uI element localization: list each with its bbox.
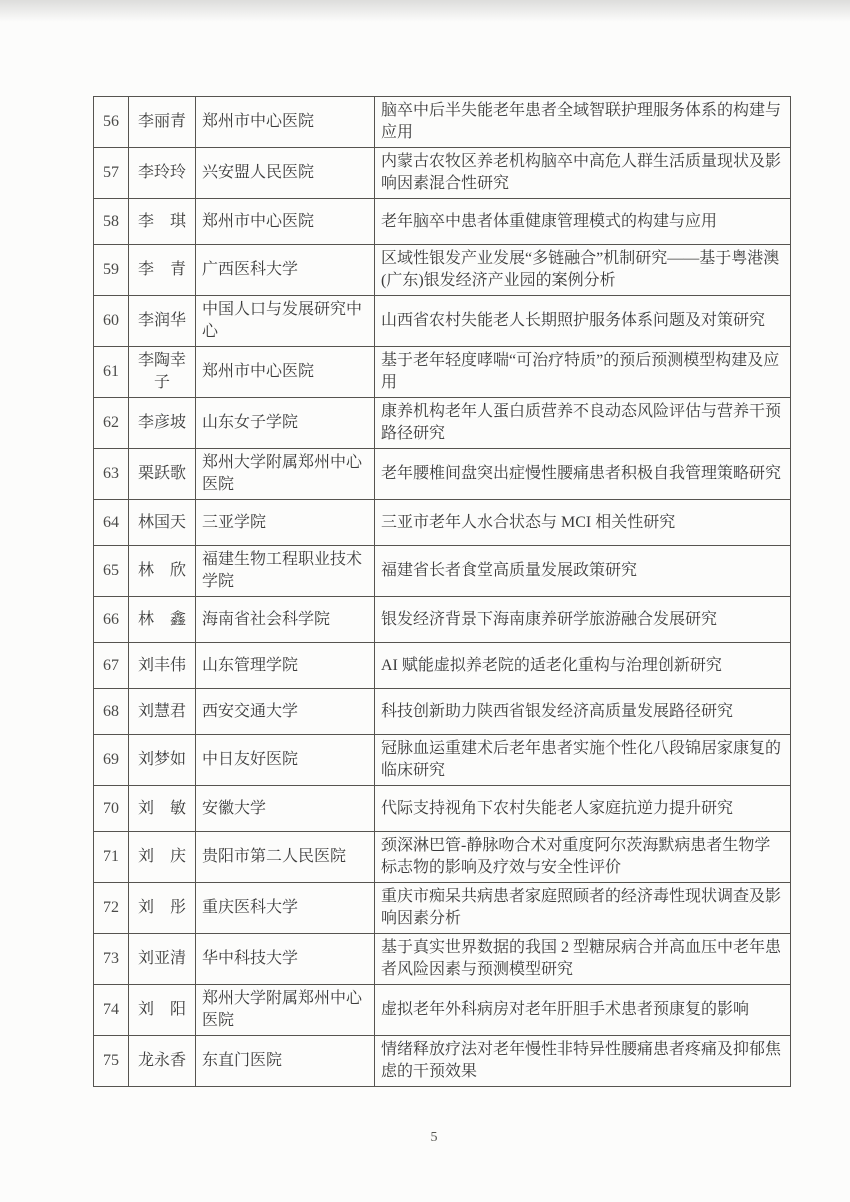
person-name: 栗跃歌 xyxy=(129,449,196,500)
row-number: 67 xyxy=(94,643,129,689)
table-row xyxy=(94,500,791,546)
table-row xyxy=(94,643,791,689)
table-row xyxy=(94,449,791,500)
table-row xyxy=(94,1036,791,1087)
institution-name: 郑州市中心医院 xyxy=(196,199,375,245)
person-name: 林国天 xyxy=(129,500,196,546)
person-name: 刘丰伟 xyxy=(129,643,196,689)
person-name: 李玲玲 xyxy=(129,148,196,199)
institution-name: 福建生物工程职业技术学院 xyxy=(196,546,375,597)
person-name: 李陶幸子 xyxy=(129,347,196,398)
institution-name: 山东女子学院 xyxy=(196,398,375,449)
institution-name: 西安交通大学 xyxy=(196,689,375,735)
institution-name: 安徽大学 xyxy=(196,786,375,832)
row-number: 66 xyxy=(94,597,129,643)
institution-name: 郑州市中心医院 xyxy=(196,347,375,398)
row-number: 58 xyxy=(94,199,129,245)
institution-name: 山东管理学院 xyxy=(196,643,375,689)
person-name: 刘梦如 xyxy=(129,735,196,786)
project-title: 基于真实世界数据的我国 2 型糖尿病合并高血压中老年患者风险因素与预测模型研究 xyxy=(375,934,791,985)
institution-name: 中国人口与发展研究中心 xyxy=(196,296,375,347)
project-title: 重庆市痴呆共病患者家庭照顾者的经济毒性现状调查及影响因素分析 xyxy=(375,883,791,934)
row-number: 71 xyxy=(94,832,129,883)
institution-name: 东直门医院 xyxy=(196,1036,375,1087)
row-number: 59 xyxy=(94,245,129,296)
project-title: 康养机构老年人蛋白质营养不良动态风险评估与营养干预路径研究 xyxy=(375,398,791,449)
project-title: 老年腰椎间盘突出症慢性腰痛患者积极自我管理策略研究 xyxy=(375,449,791,500)
table-row xyxy=(94,832,791,883)
row-number: 74 xyxy=(94,985,129,1036)
person-name: 刘 阳 xyxy=(129,985,196,1036)
person-name: 林 欣 xyxy=(129,546,196,597)
table-row xyxy=(94,985,791,1036)
row-number: 72 xyxy=(94,883,129,934)
row-number: 57 xyxy=(94,148,129,199)
project-title: 情绪释放疗法对老年慢性非特异性腰痛患者疼痛及抑郁焦虑的干预效果 xyxy=(375,1036,791,1087)
table-row xyxy=(94,689,791,735)
person-name: 刘慧君 xyxy=(129,689,196,735)
table-row xyxy=(94,883,791,934)
table-row xyxy=(94,735,791,786)
scan-artifact-top xyxy=(0,0,850,22)
row-number: 68 xyxy=(94,689,129,735)
table-body xyxy=(94,97,791,1087)
project-title: 内蒙古农牧区养老机构脑卒中高危人群生活质量现状及影响因素混合性研究 xyxy=(375,148,791,199)
project-title: 脑卒中后半失能老年患者全域智联护理服务体系的构建与应用 xyxy=(375,97,791,148)
row-number: 70 xyxy=(94,786,129,832)
row-number: 63 xyxy=(94,449,129,500)
project-title: 老年脑卒中患者体重健康管理模式的构建与应用 xyxy=(375,199,791,245)
table-row xyxy=(94,148,791,199)
table-row xyxy=(94,97,791,148)
institution-name: 兴安盟人民医院 xyxy=(196,148,375,199)
project-title: 代际支持视角下农村失能老人家庭抗逆力提升研究 xyxy=(375,786,791,832)
institution-name: 海南省社会科学院 xyxy=(196,597,375,643)
institution-name: 郑州市中心医院 xyxy=(196,97,375,148)
person-name: 林 鑫 xyxy=(129,597,196,643)
row-number: 75 xyxy=(94,1036,129,1087)
project-title: 山西省农村失能老人长期照护服务体系问题及对策研究 xyxy=(375,296,791,347)
institution-name: 郑州大学附属郑州中心医院 xyxy=(196,449,375,500)
project-title: 冠脉血运重建术后老年患者实施个性化八段锦居家康复的临床研究 xyxy=(375,735,791,786)
row-number: 64 xyxy=(94,500,129,546)
row-number: 65 xyxy=(94,546,129,597)
person-name: 刘亚清 xyxy=(129,934,196,985)
institution-name: 重庆医科大学 xyxy=(196,883,375,934)
institution-name: 三亚学院 xyxy=(196,500,375,546)
table-row xyxy=(94,597,791,643)
row-number: 62 xyxy=(94,398,129,449)
project-list-table xyxy=(93,96,791,1087)
project-title: 颈深淋巴管-静脉吻合术对重度阿尔茨海默病患者生物学标志物的影响及疗效与安全性评价 xyxy=(375,832,791,883)
institution-name: 贵阳市第二人民医院 xyxy=(196,832,375,883)
person-name: 刘 彤 xyxy=(129,883,196,934)
person-name: 李丽青 xyxy=(129,97,196,148)
project-title: 基于老年轻度哮喘“可治疗特质”的预后预测模型构建及应用 xyxy=(375,347,791,398)
row-number: 61 xyxy=(94,347,129,398)
person-name: 李彦坡 xyxy=(129,398,196,449)
person-name: 李润华 xyxy=(129,296,196,347)
table-row xyxy=(94,245,791,296)
page-number: 5 xyxy=(430,1130,438,1145)
table-row xyxy=(94,934,791,985)
project-title: 三亚市老年人水合状态与 MCI 相关性研究 xyxy=(375,500,791,546)
project-title: AI 赋能虚拟养老院的适老化重构与治理创新研究 xyxy=(375,643,791,689)
row-number: 69 xyxy=(94,735,129,786)
row-number: 60 xyxy=(94,296,129,347)
table-row xyxy=(94,786,791,832)
table-row xyxy=(94,199,791,245)
project-title: 区域性银发产业发展“多链融合”机制研究——基于粤港澳(广东)银发经济产业园的案例分析 xyxy=(375,245,791,296)
row-number: 73 xyxy=(94,934,129,985)
table-row xyxy=(94,398,791,449)
table-row xyxy=(94,347,791,398)
person-name: 刘 庆 xyxy=(129,832,196,883)
table-row xyxy=(94,546,791,597)
institution-name: 郑州大学附属郑州中心医院 xyxy=(196,985,375,1036)
person-name: 李 琪 xyxy=(129,199,196,245)
institution-name: 中日友好医院 xyxy=(196,735,375,786)
project-title: 科技创新助力陕西省银发经济高质量发展路径研究 xyxy=(375,689,791,735)
table-row xyxy=(94,296,791,347)
person-name: 李 青 xyxy=(129,245,196,296)
row-number: 56 xyxy=(94,97,129,148)
project-title: 虚拟老年外科病房对老年肝胆手术患者预康复的影响 xyxy=(375,985,791,1036)
person-name: 刘 敏 xyxy=(129,786,196,832)
project-title: 福建省长者食堂高质量发展政策研究 xyxy=(375,546,791,597)
institution-name: 广西医科大学 xyxy=(196,245,375,296)
person-name: 龙永香 xyxy=(129,1036,196,1087)
institution-name: 华中科技大学 xyxy=(196,934,375,985)
project-title: 银发经济背景下海南康养研学旅游融合发展研究 xyxy=(375,597,791,643)
